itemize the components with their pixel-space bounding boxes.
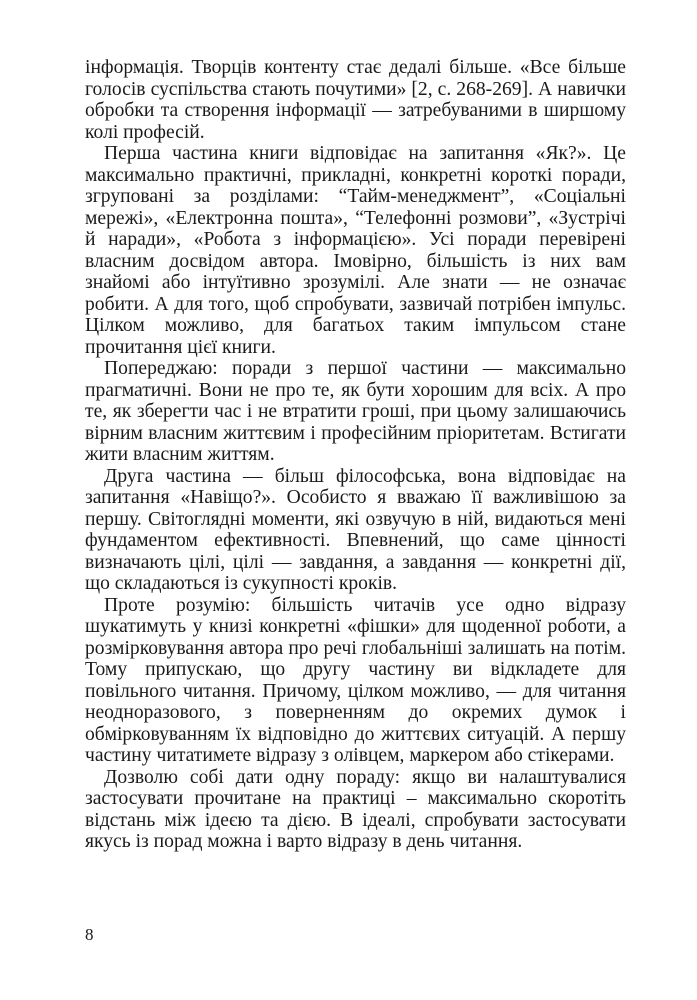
page-number: 8 xyxy=(85,925,94,944)
paragraph-warning: Попереджаю: поради з першої частини — максимально прагматичні. Вони не про те, як бути хорошим для всіх. А про те, як зберегти час і не втратити гроші, при цьому залишаючись вірним власним життєвим і професійним пріоритетам. Встигати жити власним життям. xyxy=(85,358,626,465)
paragraph-advice: Дозволю собі дати одну пораду: якщо ви налаштувалися застосувати прочитане на практиці – максимально скоротіть відстань між ідеєю та дією. В ідеалі, спробувати застосувати якусь із порад можна і варто відразу в день читання. xyxy=(85,766,626,852)
paragraph-part-one: Перша частина книги відповідає на запитання «Як?». Це максимально практичні, прикладні, конкретні короткі поради, згруповані за розділами: “Тайм-менеджмент”, «Соціальні мережі», «Електронна пошта», “Телефонні розмови”, «Зустрічі й наради», «Робота з інформацією». Усі поради перевірені власним досвідом автора. Імовірно, більшість із них вам знайомі або інтуїтивно зрозумілі. Але знати — не означає робити. А для того, щоб спробувати, зазвичай потрібен імпульс. Цілком можливо, для багатьох таким імпульсом стане прочитання цієї книги. xyxy=(85,143,626,358)
body-text xyxy=(85,57,626,853)
paragraph-readers: Проте розумію: більшість читачів усе одно відразу шукатимуть у книзі конкретні «фішки» для щоденної роботи, а розмірковування автора про речі глобальніші залишать на потім. Тому припускаю, що другу частину ви відкладете для повільного читання. Причому, цілком можливо, — для читання неодноразового, з поверненням до окремих думок і обмірковуванням їх відповідно до життєвих ситуацій. А першу частину читатимете відразу з олівцем, маркером або стікерами. xyxy=(85,594,626,766)
paragraph-part-two: Друга частина — більш філософська, вона відповідає на запитання «Навіщо?». Особисто я вважаю її важливішою за першу. Світоглядні моменти, які озвучую в ній, видаються мені фундаментом ефективності. Впевнений, що саме цінності визначають цілі, цілі — завдання, а завдання — конкретні дії, що складаються із сукупності кроків. xyxy=(85,465,626,594)
paragraph-continuation: інформація. Творців контенту стає дедалі більше. «Все більше голосів суспільства стають почутими» [2, с. 268-269]. А навички обробки та створення інформації — затребуваними в ширшому колі професій. xyxy=(85,57,626,143)
